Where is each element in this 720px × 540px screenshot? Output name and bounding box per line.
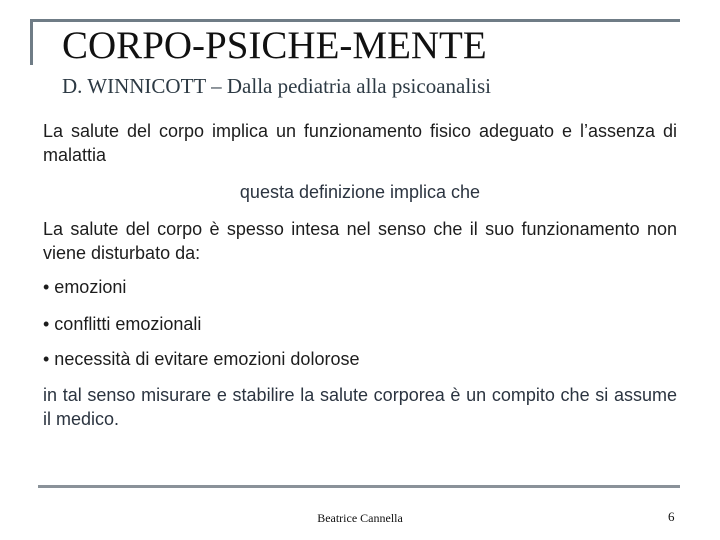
page-number: 6 xyxy=(668,509,675,524)
footer-divider xyxy=(38,485,680,488)
slide-subtitle: D. WINNICOTT – Dalla pediatria alla psicoanalisi xyxy=(62,74,492,98)
footer-author: Beatrice Cannella xyxy=(317,511,403,525)
bullet-item: • emozioni xyxy=(43,277,127,297)
bullet-item: • necessità di evitare emozioni dolorose xyxy=(43,349,360,369)
title-frame-top-rule xyxy=(30,19,680,22)
paragraph-body-health: La salute del corpo è spesso intesa nel senso che il suo funzionamento non viene disturbato da: xyxy=(43,219,677,263)
bullet-item: • conflitti emozionali xyxy=(43,314,202,334)
paragraph-doctor-task: in tal senso misurare e stabilire la salute corporea è un compito che si assume il medico. xyxy=(43,385,677,429)
title-frame-left-rule xyxy=(30,19,33,65)
slide-title: CORPO-PSICHE-MENTE xyxy=(62,24,487,67)
paragraph-health-definition: La salute del corpo implica un funzionamento fisico adeguato e l’assenza di malattia xyxy=(43,121,677,165)
centered-line: questa definizione implica che xyxy=(239,182,481,202)
